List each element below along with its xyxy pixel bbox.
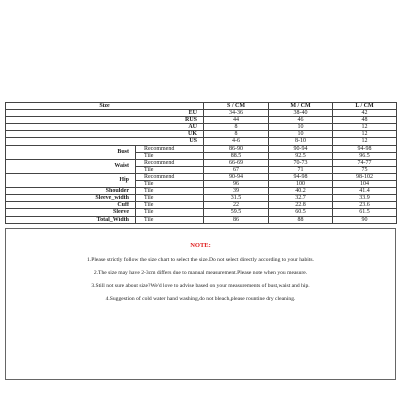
row-label: Sleeve_width bbox=[6, 195, 136, 202]
cell-s: 86-90 bbox=[204, 145, 269, 152]
table-row bbox=[6, 145, 397, 152]
cell-m: 94-98 bbox=[269, 173, 333, 180]
cell-l: 23.6 bbox=[333, 202, 397, 209]
cell-l: 48 bbox=[333, 117, 397, 124]
note-line: 3.Still not sure about size?We'd love to advise based on your measurements of bust,waist and hip. bbox=[91, 283, 310, 289]
table-row bbox=[6, 117, 397, 124]
cell-l: 12 bbox=[333, 124, 397, 131]
row-label: Sleeve bbox=[6, 209, 136, 216]
row-label: Waist bbox=[6, 159, 136, 173]
cell-l: 12 bbox=[333, 131, 397, 138]
table-row bbox=[6, 202, 397, 209]
cell-m: 90-94 bbox=[269, 145, 333, 152]
row-sublabel: Recommend bbox=[136, 173, 204, 180]
table-row bbox=[6, 188, 397, 195]
row-label: Bust bbox=[6, 145, 136, 159]
row-sublabel: Tile bbox=[136, 195, 204, 202]
cell-s: 8 bbox=[204, 124, 269, 131]
row-sublabel: Tile bbox=[136, 166, 204, 173]
row-label: US bbox=[6, 138, 204, 145]
row-sublabel: Tile bbox=[136, 152, 204, 159]
row-sublabel: Tile bbox=[136, 209, 204, 216]
cell-l: 75 bbox=[333, 166, 397, 173]
cell-s: 39 bbox=[204, 188, 269, 195]
row-label: Total_Width bbox=[6, 216, 136, 223]
table-row bbox=[6, 216, 397, 223]
cell-l: 74-77 bbox=[333, 159, 397, 166]
row-sublabel: Tile bbox=[136, 202, 204, 209]
cell-l: 98-102 bbox=[333, 173, 397, 180]
note-line: 1.Please strictly follow the size chart to select the size.Do not select directly according to your habits. bbox=[87, 257, 314, 263]
cell-l: 96.5 bbox=[333, 152, 397, 159]
cell-s: 59.5 bbox=[204, 209, 269, 216]
cell-m: 88 bbox=[269, 216, 333, 223]
cell-l: 33.9 bbox=[333, 195, 397, 202]
cell-s: 4-6 bbox=[204, 138, 269, 145]
cell-s: 44 bbox=[204, 117, 269, 124]
notes-box bbox=[5, 228, 396, 380]
cell-l: 104 bbox=[333, 181, 397, 188]
header-m: M / CM bbox=[269, 103, 333, 110]
cell-s: 86 bbox=[204, 216, 269, 223]
cell-m: 10 bbox=[269, 131, 333, 138]
size-chart-table bbox=[5, 102, 397, 224]
cell-m: 10 bbox=[269, 124, 333, 131]
row-label: EU bbox=[6, 110, 204, 117]
table-row bbox=[6, 124, 397, 131]
cell-s: 66-69 bbox=[204, 159, 269, 166]
row-sublabel: Recommend bbox=[136, 159, 204, 166]
table-row bbox=[6, 159, 397, 166]
table-row bbox=[6, 110, 397, 117]
note-line: 2.The size may have 2-3cm differs due to manual measurement.Please note when you measure. bbox=[93, 270, 308, 276]
cell-l: 90 bbox=[333, 216, 397, 223]
cell-m: 70-73 bbox=[269, 159, 333, 166]
row-sublabel: Tile bbox=[136, 188, 204, 195]
cell-s: 31.5 bbox=[204, 195, 269, 202]
cell-s: 34-36 bbox=[204, 110, 269, 117]
cell-m: 22.8 bbox=[269, 202, 333, 209]
cell-s: 67 bbox=[204, 166, 269, 173]
table-header-row bbox=[6, 103, 397, 110]
row-label: Cuff bbox=[6, 202, 136, 209]
cell-m: 38-40 bbox=[269, 110, 333, 117]
cell-m: 8-10 bbox=[269, 138, 333, 145]
row-label: RUS bbox=[6, 117, 204, 124]
header-size: Size bbox=[6, 103, 204, 110]
cell-l: 41.4 bbox=[333, 188, 397, 195]
table-row bbox=[6, 209, 397, 216]
cell-m: 71 bbox=[269, 166, 333, 173]
cell-s: 8 bbox=[204, 131, 269, 138]
row-label: Hip bbox=[6, 173, 136, 187]
table-row bbox=[6, 138, 397, 145]
table-row bbox=[6, 195, 397, 202]
cell-m: 100 bbox=[269, 181, 333, 188]
cell-s: 90-94 bbox=[204, 173, 269, 180]
cell-l: 42 bbox=[333, 110, 397, 117]
note-line: 4.Suggestion of cold water hand washing,do not bleach,please rountine dry cleaning. bbox=[105, 296, 296, 302]
cell-m: 92.5 bbox=[269, 152, 333, 159]
cell-l: 61.5 bbox=[333, 209, 397, 216]
cell-m: 40.2 bbox=[269, 188, 333, 195]
note-title: NOTE: bbox=[190, 242, 211, 249]
row-label: UK bbox=[6, 131, 204, 138]
cell-l: 12 bbox=[333, 138, 397, 145]
row-label: Shoulder bbox=[6, 188, 136, 195]
row-label: AU bbox=[6, 124, 204, 131]
table-row bbox=[6, 131, 397, 138]
cell-m: 46 bbox=[269, 117, 333, 124]
header-l: L / CM bbox=[333, 103, 397, 110]
row-sublabel: Tile bbox=[136, 216, 204, 223]
row-sublabel: Recommend bbox=[136, 145, 204, 152]
cell-s: 88.5 bbox=[204, 152, 269, 159]
cell-s: 96 bbox=[204, 181, 269, 188]
cell-m: 60.5 bbox=[269, 209, 333, 216]
row-sublabel: Tile bbox=[136, 181, 204, 188]
cell-l: 94-98 bbox=[333, 145, 397, 152]
cell-s: 22 bbox=[204, 202, 269, 209]
header-s: S / CM bbox=[204, 103, 269, 110]
table-row bbox=[6, 173, 397, 180]
cell-m: 32.7 bbox=[269, 195, 333, 202]
